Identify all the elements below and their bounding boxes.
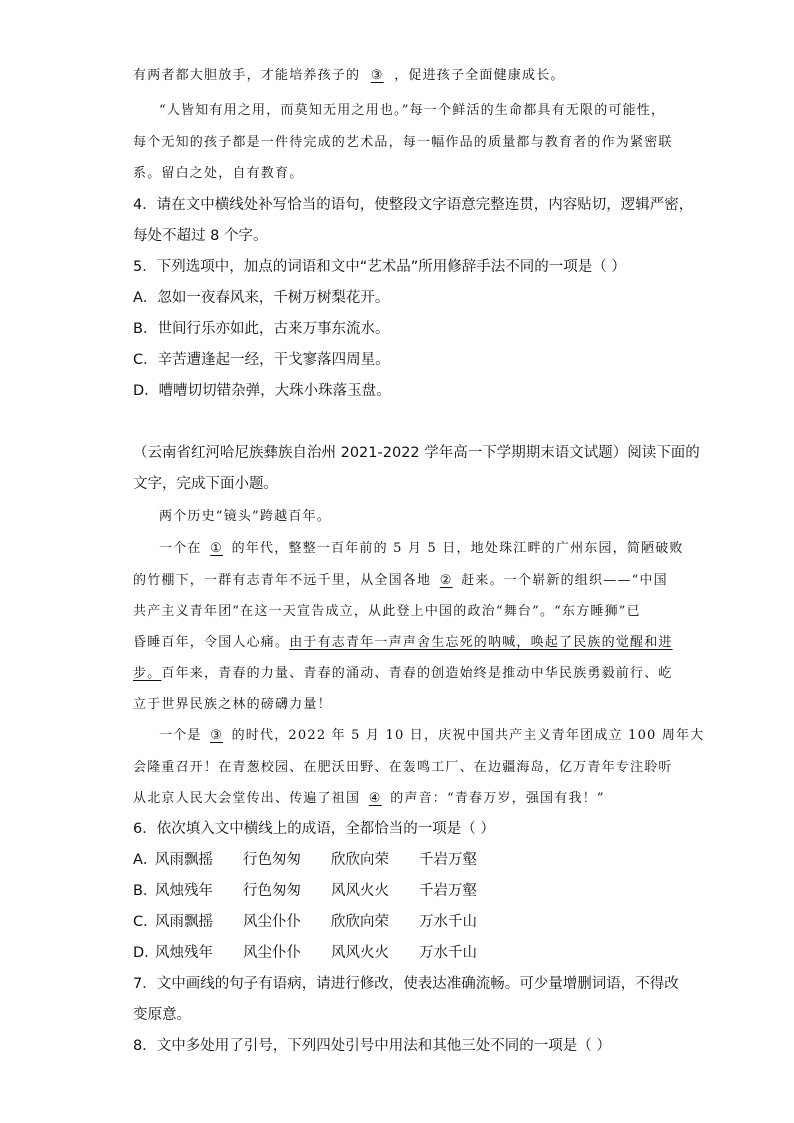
question-5-stem: 5．下列选项中，加点的词语和文中“艺术品”所用修辞手法不同的一项是（ ） [133, 259, 626, 275]
question-7-stem: 7．文中画线的句子有语病，请进行修改，使表达准确流畅。可少量增删词语，不得改 [133, 976, 679, 992]
source-intro: （云南省红河哈尼族彝族自治州 2021-2022 学年高一下学期期末语文试题）阅读下面的 [133, 445, 700, 461]
blank-3: ③ [210, 728, 224, 743]
option-b: B．世间行乐亦如此，古来万事东流水。 [133, 321, 390, 337]
blank-4: ④ [368, 791, 382, 806]
question-6-stem: 6．依次填入文中横线上的成语，全都恰当的一项是（ ） [133, 821, 495, 837]
passage-paragraph-line: 从北京人民大会堂传出、传遍了祖国 ④ 的声音：“青春万岁，强国有我！” [133, 791, 605, 806]
option-c: C．辛苦遭逢起一经，干戈寥落四周星。 [133, 352, 390, 368]
blank-2: ② [439, 573, 453, 588]
underlined-sentence: 步。 [133, 666, 162, 681]
question-4-stem: 4．请在文中横线处补写恰当的语句，使整段文字语意完整连贯，内容贴切，逻辑严密， [133, 197, 694, 213]
passage-paragraph-line: 共产主义青年团”在这一天宣告成立，从此登上中国的政治“舞台”。“东方睡狮”已 [133, 604, 641, 619]
passage-paragraph-line: 会隆重召开！在青葱校园、在肥沃田野、在轰鸣工厂、在边疆海岛，亿万青年专注聆听 [133, 760, 673, 775]
option-row: B．风烛残年 行色匆匆 风风火火 千岩万壑 [133, 883, 477, 899]
source-intro: 文字，完成下面小题。 [133, 476, 278, 492]
option-row: C．风雨飘摇 风尘仆仆 欣欣向荣 万水千山 [133, 914, 477, 930]
option-row: A．风雨飘摇 行色匆匆 欣欣向荣 千岩万壑 [133, 852, 477, 868]
passage-paragraph-line: 的竹棚下，一群有志青年不远千里，从全国各地 ② 赶来。一个崭新的组织——“中国 [133, 573, 668, 588]
passage-paragraph-line: 系。留白之处，自有教育。 [133, 166, 304, 181]
question-8-stem: 8．文中多处用了引号，下列四处引号中用法和其他三处不同的一项是（ ） [133, 1038, 611, 1054]
passage-paragraph-line: 有两者都大胆放手，才能培养孩子的 ③ ，促进孩子全面健康成长。 [133, 68, 565, 83]
blank-1: ① [210, 541, 224, 556]
underlined-sentence: 由于有志青年一声声舍生忘死的呐喊，唤起了民族的觉醒和进 [289, 635, 673, 650]
passage-title: 两个历史“镜头”跨越百年。 [159, 509, 331, 524]
option-d: D．嘈嘈切切错杂弹，大珠小珠落玉盘。 [133, 383, 391, 399]
blank-3: ③ [370, 68, 384, 83]
passage-paragraph-line: 一个是 ③ 的时代，2022 年 5 月 10 日，庆祝中国共产主义青年团成立 100 周年大 [159, 728, 705, 743]
option-a: A．忽如一夜春风来，千树万树梨花开。 [133, 290, 390, 306]
option-row: D．风烛残年 风尘仆仆 风风火火 万水千山 [133, 945, 477, 961]
passage-paragraph-line: 每个无知的孩子都是一件待完成的艺术品，每一幅作品的质量都与教育者的作为紧密联 [133, 135, 673, 150]
question-4-stem: 每处不超过 8 个字。 [133, 228, 268, 244]
question-7-stem: 变原意。 [133, 1007, 191, 1023]
passage-paragraph-line: 一个在 ① 的年代，整整一百年前的 5 月 5 日，地处珠江畔的广州东园，简陋破败 [159, 541, 684, 556]
passage-paragraph-line: 立于世界民族之林的磅礴力量！ [133, 697, 332, 712]
passage-paragraph-line: “人皆知有用之用，而莫知无用之用也。”每一个鲜活的生命都具有无限的可能性， [159, 103, 666, 118]
passage-paragraph-line: 昏睡百年，令国人心痛。由于有志青年一声声舍生忘死的呐喊，唤起了民族的觉醒和进 [133, 635, 673, 650]
passage-paragraph-line: 步。百年来，青春的力量、青春的涌动、青春的创造始终是推动中华民族勇毅前行、屹 [133, 666, 673, 681]
